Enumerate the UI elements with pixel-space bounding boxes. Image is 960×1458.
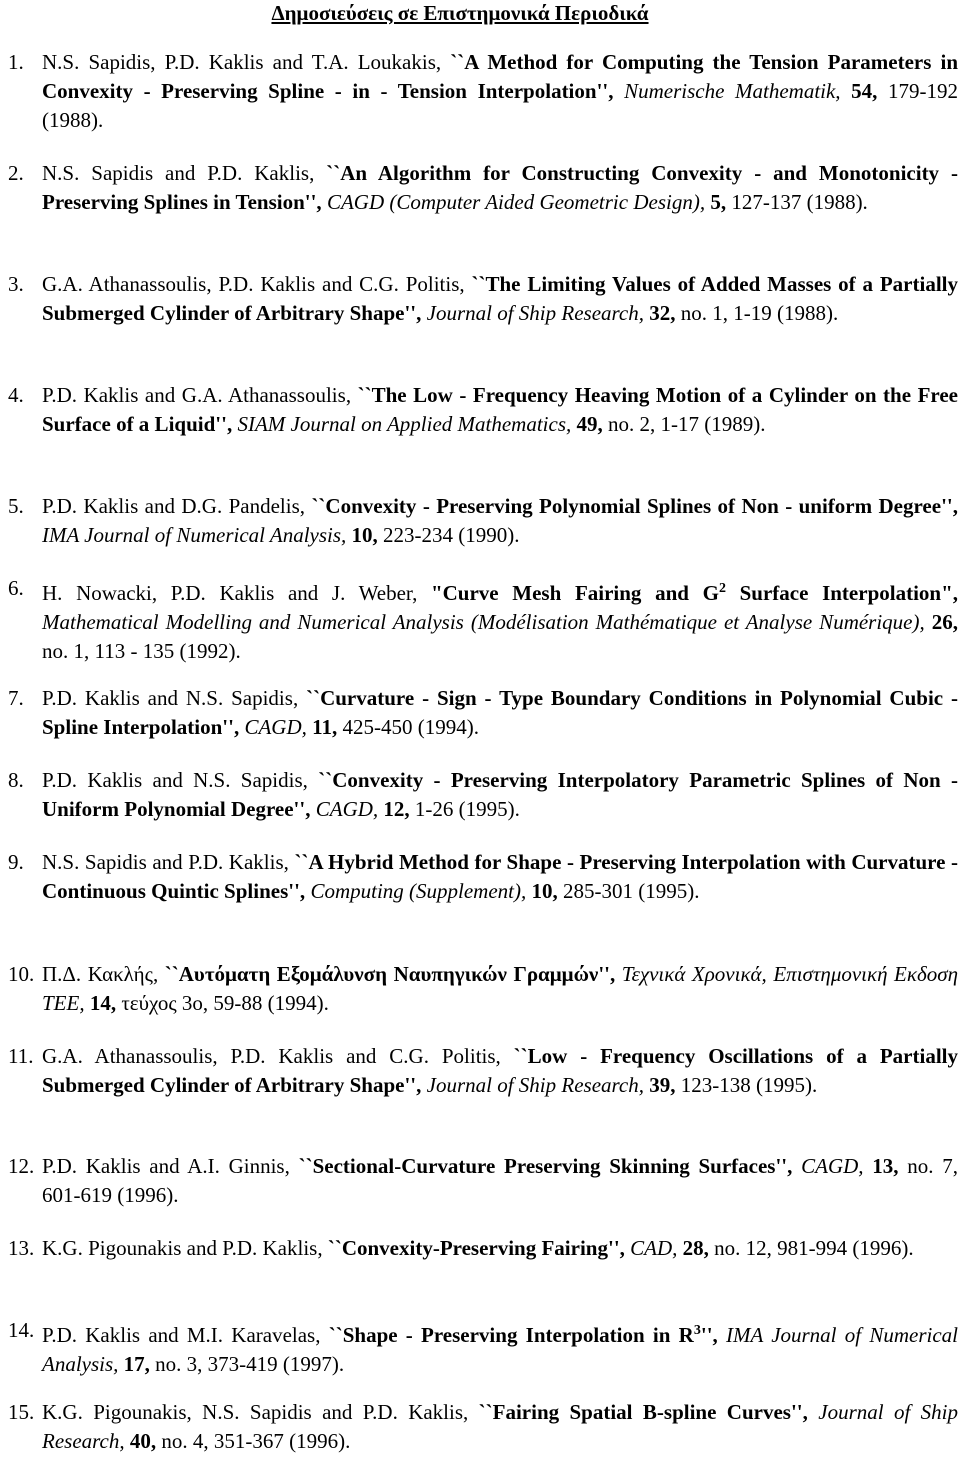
entry-title: ``Curvature - Sign - Type Boundary Conditions in Polynomial Cubic - Spline Interpolation'', <box>42 686 958 739</box>
entry-number: 1. <box>8 50 24 74</box>
entry-journal: SIAM Journal on Applied Mathematics, <box>232 412 572 436</box>
publication-entry <box>8 766 958 824</box>
entry-volume: 26, <box>924 610 958 634</box>
entry-number: 2. <box>8 161 24 185</box>
entry-text <box>42 960 958 1018</box>
entry-volume: 12, <box>378 797 410 821</box>
publication-entry <box>8 684 958 742</box>
entry-journal: Journal of Ship Research, <box>42 1400 958 1453</box>
entry-authors: P.D. Kaklis and N.S. Sapidis, <box>42 768 319 792</box>
title-superscript: 2 <box>718 581 726 596</box>
entry-text <box>42 1152 958 1210</box>
entry-journal: Computing (Supplement), <box>305 879 527 903</box>
publication-entry <box>8 1152 958 1210</box>
entry-volume: 28, <box>677 1236 709 1260</box>
publication-entry <box>8 1042 958 1100</box>
entry-number: 7. <box>8 686 24 710</box>
entry-authors: N.S. Sapidis, P.D. Kaklis and T.A. Loukakis, <box>42 50 451 74</box>
entry-title: ``An Algorithm for Constructing Convexity - and Monotonicity - Preserving Splines in Tension'', <box>42 161 958 214</box>
entry-text <box>42 159 958 217</box>
entry-volume: 54, <box>840 79 878 103</box>
entry-number: 8. <box>8 768 24 792</box>
entry-pages-year: 1-26 (1995). <box>409 797 520 821</box>
entry-authors: P.D. Kaklis and G.A. Athanassoulis, <box>42 383 358 407</box>
entry-text <box>42 48 958 135</box>
entry-number: 15. <box>8 1400 35 1424</box>
entry-authors: N.S. Sapidis and P.D. Kaklis, <box>42 161 327 185</box>
entry-authors: K.G. Pigounakis and P.D. Kaklis, <box>42 1236 328 1260</box>
entry-authors: G.A. Athanassoulis, P.D. Kaklis and C.G. Politis, <box>42 1044 514 1068</box>
publication-entry <box>8 159 958 217</box>
entry-number: 11. <box>8 1044 34 1068</box>
entry-pages-year: no. 4, 351-367 (1996). <box>156 1429 351 1453</box>
entry-pages-year: no. 3, 373-419 (1997). <box>149 1352 345 1376</box>
entry-title: ``Low - Frequency Oscillations of a Partially Submerged Cylinder of Arbitrary Shape'', <box>42 1044 958 1097</box>
entry-number: 14. <box>8 1318 35 1342</box>
entry-journal: CAGD, <box>239 715 307 739</box>
entry-pages-year: 425-450 (1994). <box>337 715 479 739</box>
entry-title: ``Αυτόματη Εξομάλυνση Ναυπηγικών Γραμμών'', <box>164 962 616 986</box>
entry-authors: P.D. Kaklis and N.S. Sapidis, <box>42 686 307 710</box>
entry-title: ``Convexity-Preserving Fairing'', <box>327 1236 625 1260</box>
entry-number: 10. <box>8 962 35 986</box>
entry-text <box>42 1042 958 1100</box>
publication-entry <box>8 381 958 439</box>
entry-number: 6. <box>8 576 24 600</box>
entry-title: ``A Hybrid Method for Shape - Preserving Interpolation with Curvature - Continuous Quintic Splines'', <box>42 850 958 903</box>
entry-pages-year: no. 1, 1-19 (1988). <box>675 301 839 325</box>
entry-title: ``Convexity - Preserving Interpolatory Parametric Splines of Non - Uniform Polynomial Degree'', <box>42 768 958 821</box>
entry-volume: 39, <box>643 1073 676 1097</box>
entry-journal: CAGD, <box>792 1154 864 1178</box>
entry-pages-year: no. 12, 981-994 (1996). <box>708 1236 914 1260</box>
publication-entry <box>8 574 958 666</box>
entry-number: 3. <box>8 272 24 296</box>
publication-entry <box>8 1234 958 1263</box>
entry-authors: N.S. Sapidis and P.D. Kaklis, <box>42 850 295 874</box>
entry-title: ``Fairing Spatial B-spline Curves'', <box>478 1400 808 1424</box>
entry-journal: CAGD (Computer Aided Geometric Design), <box>321 190 706 214</box>
entry-authors: G.A. Athanassoulis, P.D. Kaklis and C.G. Politis, <box>42 272 472 296</box>
entry-pages-year: 123-138 (1995). <box>675 1073 818 1097</box>
entry-text <box>42 492 958 550</box>
entry-volume: 32, <box>643 301 676 325</box>
entry-text <box>42 848 958 906</box>
entry-journal: IMA Journal of Numerical Analysis, <box>42 1323 958 1376</box>
publication-entry <box>8 960 958 1018</box>
entry-text <box>42 1398 958 1456</box>
entry-authors: K.G. Pigounakis, N.S. Sapidis and P.D. Kaklis, <box>42 1400 479 1424</box>
entry-pages-year: 179-192 (1988). <box>42 79 958 132</box>
entry-authors: P.D. Kaklis and A.I. Ginnis, <box>42 1154 299 1178</box>
entry-volume: 10, <box>526 879 558 903</box>
entry-journal: CAD, <box>624 1236 678 1260</box>
entry-volume: 5, <box>705 190 727 214</box>
entry-authors: P.D. Kaklis and M.I. Karavelas, <box>42 1323 329 1347</box>
entry-volume: 11, <box>306 715 338 739</box>
entry-volume: 10, <box>346 523 378 547</box>
entry-title: ``Shape - Preserving Interpolation in $R^3''$, <box>328 1323 718 1347</box>
entry-number: 13. <box>8 1236 35 1260</box>
entry-journal: Journal of Ship Research, <box>421 301 644 325</box>
entry-title: ``The Low - Frequency Heaving Motion of a Cylinder on the Free Surface of a Liquid'', <box>42 383 958 436</box>
entry-pages-year: 127-137 (1988). <box>726 190 868 214</box>
entry-journal: Journal of Ship Research, <box>421 1073 644 1097</box>
page-title: Δημοσιεύσεις σε Επιστημονικά Περιοδικά <box>271 1 649 25</box>
entry-title: ``Sectional-Curvature Preserving Skinning Surfaces'', <box>298 1154 793 1178</box>
entry-text <box>42 766 958 824</box>
entry-authors: P.D. Kaklis and D.G. Pandelis, <box>42 494 312 518</box>
entry-text <box>42 270 958 328</box>
entry-text <box>42 381 958 439</box>
entry-text <box>42 684 958 742</box>
entry-pages-year: 285-301 (1995). <box>557 879 700 903</box>
entry-authors: H. Nowacki, P.D. Kaklis and J. Weber, <box>42 581 431 605</box>
publication-entry <box>8 270 958 328</box>
entry-text <box>42 574 958 666</box>
entry-journal: IMA Journal of Numerical Analysis, <box>42 523 347 547</box>
entry-journal: Mathematical Modelling and Numerical Analysis (Modélisation Mathématique et Analyse Numérique), <box>42 610 925 634</box>
entry-volume: 14, <box>84 991 117 1015</box>
entry-volume: 49, <box>571 412 603 436</box>
entry-number: 12. <box>8 1154 35 1178</box>
publication-entry <box>8 1316 958 1379</box>
entry-text <box>42 1234 958 1263</box>
publication-entry <box>8 48 958 135</box>
publication-entry <box>8 848 958 906</box>
entry-volume: 13, <box>863 1154 899 1178</box>
entry-authors: Π.Δ. Κακλής, <box>42 962 165 986</box>
entry-number: 4. <box>8 383 24 407</box>
entry-number: 5. <box>8 494 24 518</box>
entry-title: "Curve Mesh Fairing and $G^2$ Surface Interpolation", <box>430 581 959 605</box>
entry-pages-year: no. 2, 1-17 (1989). <box>602 412 766 436</box>
entry-pages-year: no. 7, 601-619 (1996). <box>42 1154 959 1207</box>
entry-title: ``Convexity - Preserving Polynomial Splines of Non - uniform Degree'', <box>311 494 958 518</box>
entry-pages-year: no. 1, 113 - 135 (1992). <box>42 639 241 663</box>
entry-journal: Numerische Mathematik, <box>613 79 841 103</box>
entry-pages-year: τεύχος 3ο, 59-88 (1994). <box>116 991 329 1015</box>
title-superscript: 3 <box>693 1323 701 1338</box>
entry-text <box>42 1316 958 1379</box>
entry-title: ``A Method for Computing the Tension Parameters in Convexity - Preserving Spline - in - Tension Interpolation'', <box>42 50 959 103</box>
entry-title: ``The Limiting Values of Added Masses of a Partially Submerged Cylinder of Arbitrary Shape'', <box>42 272 958 325</box>
publication-entry <box>8 1398 958 1456</box>
entry-volume: 17, <box>118 1352 150 1376</box>
entry-number: 9. <box>8 850 24 874</box>
entry-volume: 40, <box>124 1429 157 1453</box>
publication-entry <box>8 492 958 550</box>
entry-pages-year: 223-234 (1990). <box>377 523 520 547</box>
entry-journal: CAGD, <box>310 797 379 821</box>
entry-journal: Τεχνικά Χρονικά, Επιστημονική Εκδοση ΤΕΕ, <box>42 962 958 1015</box>
